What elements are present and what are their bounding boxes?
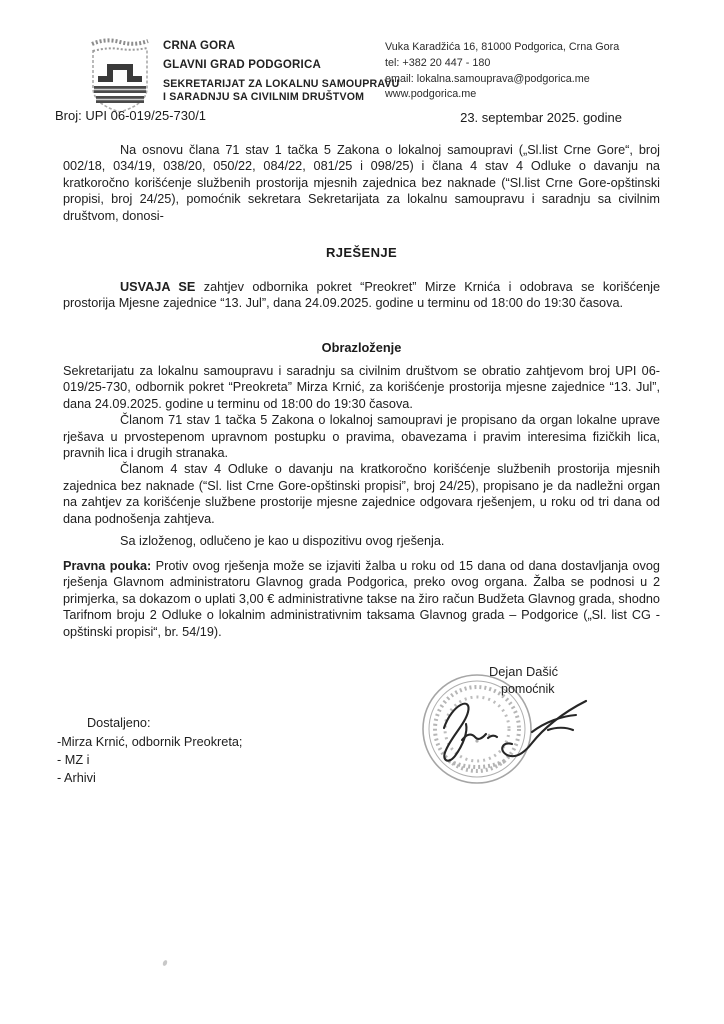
signatory-title: pomoćnik <box>501 682 555 696</box>
legal-remedy-rest: Protiv ovog rješenja može se izjaviti žalba u roku od 15 dana od dana dostavljanja ovog rješenja Glavnom administratoru Glavnog grada Podgorica, preko ovog organa. Žalba se podnosi u 2 primjerka, sa dokazom o uplati 3,00 € administrativne takse na žiro račun Budžeta Glavnog grada, shodno Tarifnom broju 2 Odluke o lokalnim administrativnim taksama Glavnog grada – Podgorice („Sl. list CG - opštinski propisi“, br. 54/19). <box>63 559 660 639</box>
distribution-item-1: -Mirza Krnić, odbornik Preokreta; <box>57 735 243 749</box>
podgorica-coat-of-arms-icon <box>88 36 152 119</box>
document-number: Broj: UPI 06-019/25-730/1 <box>55 108 207 123</box>
distribution-item-3: - Arhivi <box>57 771 96 785</box>
conclusion-paragraph: Sa izloženog, odlučeno je kao u dispozitivu ovog rješenja. <box>120 534 445 548</box>
rationale-paragraph-2: Članom 71 stav 1 tačka 5 Zakona o lokalnoj samoupravi je propisano da organ lokalne uprave rješava u prvostepenom upravnom postupku o pravima, obavezama i pravim interesima fizičkih lica, pravnih lica i drugih stranaka. <box>63 413 660 461</box>
org-secretariat-line2: I SARADNJU SA CIVILNIM DRUŠTVOM <box>163 91 365 103</box>
org-city: GLAVNI GRAD PODGORICA <box>163 59 321 71</box>
rationale-paragraph-3: Članom 4 stav 4 Odluke o davanju na kratkoročno korišćenje službenih prostorija mjesnih zajednica bez naknade (“Sl. list Crne Gore-opštinski propisi”, broj 24/25), propisano je da nadležni organ na zahtjev za korišćenje službene prostorije mjesne zajednice odgovara rješenjem, u roku od tri dana od dana podnošenja zahtjeva. <box>63 462 660 526</box>
distribution-item-2: - MZ i <box>57 753 90 767</box>
contact-website: www.podgorica.me <box>385 88 477 100</box>
scan-artifact-speck <box>162 959 168 966</box>
contact-address: Vuka Karadžića 16, 81000 Podgorica, Crna Gora <box>385 41 620 53</box>
handwritten-signature <box>428 688 598 775</box>
document-title: RJEŠENJE <box>325 245 398 260</box>
distribution-label: Dostaljeno: <box>87 716 151 730</box>
legal-remedy-lead: Pravna pouka: <box>63 559 152 573</box>
legal-remedy-paragraph <box>63 558 660 640</box>
intro-paragraph: Na osnovu člana 71 stav 1 tačka 5 Zakona o lokalnoj samoupravi („Sl.list Crne Gore“, broj 002/18, 034/19, 038/20, 050/22, 084/22, 081/25 i 098/25) i člana 4 stav 4 Odluke o davanju na kratkoročno korišćenje službenih prostorija mjesnih zajednica bez naknade (“Sl.list Crne Gore-opštinski propisi, broj 24/25), pomoćnik sekretara Sekretarijata za lokalnu samoupravu i saradnju sa civilnim društvom, donosi- <box>63 143 660 223</box>
document-date: 23. septembar 2025. godine <box>460 110 622 125</box>
decision-paragraph <box>63 279 660 312</box>
contact-phone: tel: +382 20 447 - 180 <box>385 57 491 69</box>
org-country: CRNA GORA <box>163 40 236 52</box>
rationale-paragraph-1: Sekretarijatu za lokalnu samoupravu i saradnju sa civilnim društvom se obratio zahtjevom broj UPI 06-019/25-730, odbornik pokret “Preokreta” Mirza Krnić, za korišćenje prostorija mjesne zajednice “13. Jul”, dana 24.09.2025. godine u terminu od 18:00 do 19:30 časova. <box>63 364 660 411</box>
rationale-block <box>63 363 660 527</box>
org-secretariat-line1: SEKRETARIJAT ZA LOKALNU SAMOUPRAVU <box>163 78 400 90</box>
contact-email: email: lokalna.samouprava@podgorica.me <box>385 73 590 85</box>
decision-lead: USVAJA SE <box>120 280 196 294</box>
decision-rest: zahtjev odbornika pokret “Preokret” Mirze Krnića i odobrava se korišćenje prostorija Mjesne zajednice “13. Jul”, dana 24.09.2025. godine u terminu od 18:00 do 19:30 časova. <box>63 280 660 311</box>
rationale-heading: Obrazloženje <box>321 340 402 355</box>
signatory-name: Dejan Dašić <box>489 664 558 679</box>
